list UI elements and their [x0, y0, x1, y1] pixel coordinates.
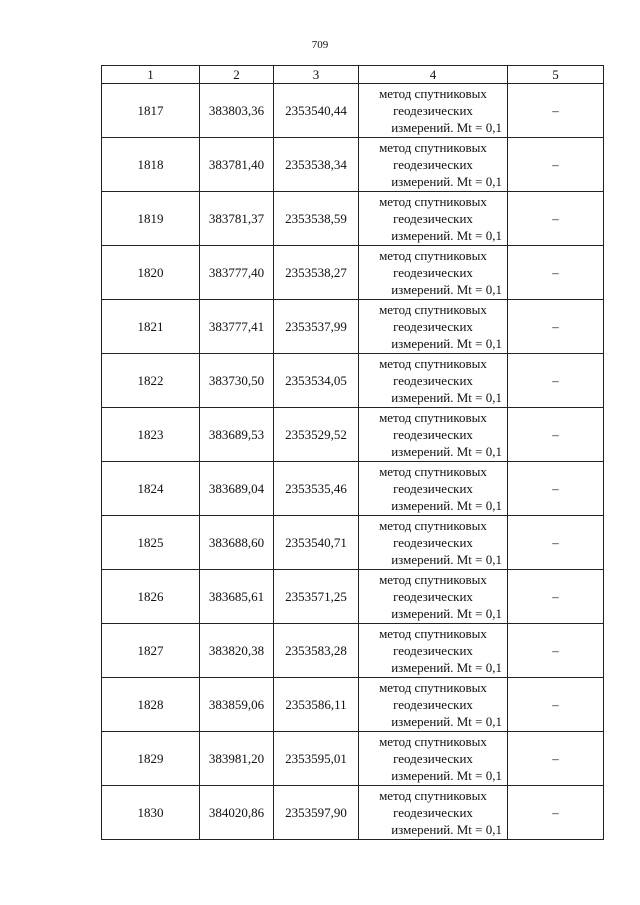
- x-coordinate-cell: 383689,04: [200, 462, 274, 516]
- table-body: [102, 84, 604, 840]
- method-line: метод спутниковых: [379, 734, 487, 749]
- y-coordinate-cell: 2353538,59: [274, 192, 359, 246]
- header-col-4: 4: [359, 66, 508, 84]
- method-line: измерений. Mt = 0,1: [391, 552, 502, 567]
- point-number-cell: 1828: [102, 678, 200, 732]
- table-row: [102, 516, 604, 570]
- method-line: метод спутниковых: [379, 302, 487, 317]
- x-coordinate-cell: 383803,36: [200, 84, 274, 138]
- x-coordinate-cell: 383820,38: [200, 624, 274, 678]
- coordinates-table: [101, 65, 604, 840]
- method-line: метод спутниковых: [379, 86, 487, 101]
- y-coordinate-cell: 2353540,44: [274, 84, 359, 138]
- method-cell: [359, 354, 508, 408]
- method-line: геодезических: [393, 157, 473, 172]
- method-line: измерений. Mt = 0,1: [391, 660, 502, 675]
- method-cell: [359, 516, 508, 570]
- method-line: геодезических: [393, 103, 473, 118]
- x-coordinate-cell: 383781,37: [200, 192, 274, 246]
- method-line: геодезических: [393, 265, 473, 280]
- method-line: геодезических: [393, 535, 473, 550]
- method-cell: [359, 678, 508, 732]
- method-cell: [359, 192, 508, 246]
- table-row: [102, 786, 604, 840]
- method-line: геодезических: [393, 373, 473, 388]
- method-line: метод спутниковых: [379, 680, 487, 695]
- method-cell: [359, 84, 508, 138]
- note-cell: –: [508, 678, 604, 732]
- note-cell: –: [508, 570, 604, 624]
- method-cell: [359, 732, 508, 786]
- method-line: метод спутниковых: [379, 572, 487, 587]
- y-coordinate-cell: 2353535,46: [274, 462, 359, 516]
- point-number-cell: 1819: [102, 192, 200, 246]
- method-line: измерений. Mt = 0,1: [391, 444, 502, 459]
- method-line: геодезических: [393, 211, 473, 226]
- note-cell: –: [508, 624, 604, 678]
- header-col-3: 3: [274, 66, 359, 84]
- x-coordinate-cell: 383730,50: [200, 354, 274, 408]
- method-line: измерений. Mt = 0,1: [391, 822, 502, 837]
- note-cell: –: [508, 732, 604, 786]
- y-coordinate-cell: 2353586,11: [274, 678, 359, 732]
- x-coordinate-cell: 383688,60: [200, 516, 274, 570]
- method-cell: [359, 786, 508, 840]
- note-cell: –: [508, 300, 604, 354]
- point-number-cell: 1825: [102, 516, 200, 570]
- table-row: [102, 300, 604, 354]
- point-number-cell: 1822: [102, 354, 200, 408]
- method-cell: [359, 570, 508, 624]
- note-cell: –: [508, 462, 604, 516]
- table-row: [102, 462, 604, 516]
- note-cell: –: [508, 516, 604, 570]
- method-line: геодезических: [393, 481, 473, 496]
- point-number-cell: 1818: [102, 138, 200, 192]
- x-coordinate-cell: 384020,86: [200, 786, 274, 840]
- method-line: метод спутниковых: [379, 464, 487, 479]
- note-cell: –: [508, 138, 604, 192]
- y-coordinate-cell: 2353538,34: [274, 138, 359, 192]
- method-line: метод спутниковых: [379, 356, 487, 371]
- note-cell: –: [508, 246, 604, 300]
- method-line: измерений. Mt = 0,1: [391, 768, 502, 783]
- method-cell: [359, 138, 508, 192]
- x-coordinate-cell: 383981,20: [200, 732, 274, 786]
- y-coordinate-cell: 2353529,52: [274, 408, 359, 462]
- x-coordinate-cell: 383777,40: [200, 246, 274, 300]
- method-line: геодезических: [393, 427, 473, 442]
- method-line: метод спутниковых: [379, 194, 487, 209]
- method-line: измерений. Mt = 0,1: [391, 282, 502, 297]
- point-number-cell: 1820: [102, 246, 200, 300]
- y-coordinate-cell: 2353537,99: [274, 300, 359, 354]
- method-line: метод спутниковых: [379, 626, 487, 641]
- y-coordinate-cell: 2353571,25: [274, 570, 359, 624]
- method-line: метод спутниковых: [379, 140, 487, 155]
- note-cell: –: [508, 408, 604, 462]
- table-row: [102, 354, 604, 408]
- method-line: геодезических: [393, 589, 473, 604]
- method-line: измерений. Mt = 0,1: [391, 606, 502, 621]
- method-line: измерений. Mt = 0,1: [391, 390, 502, 405]
- method-cell: [359, 408, 508, 462]
- page-number: 709: [311, 39, 329, 51]
- table-row: [102, 246, 604, 300]
- table-row: [102, 570, 604, 624]
- method-cell: [359, 624, 508, 678]
- x-coordinate-cell: 383781,40: [200, 138, 274, 192]
- method-line: измерений. Mt = 0,1: [391, 498, 502, 513]
- point-number-cell: 1821: [102, 300, 200, 354]
- point-number-cell: 1824: [102, 462, 200, 516]
- method-line: геодезических: [393, 805, 473, 820]
- method-line: геодезических: [393, 751, 473, 766]
- method-cell: [359, 300, 508, 354]
- table-row: [102, 138, 604, 192]
- x-coordinate-cell: 383689,53: [200, 408, 274, 462]
- point-number-cell: 1827: [102, 624, 200, 678]
- point-number-cell: 1817: [102, 84, 200, 138]
- table-row: [102, 624, 604, 678]
- y-coordinate-cell: 2353595,01: [274, 732, 359, 786]
- header-row: [102, 66, 604, 84]
- method-line: измерений. Mt = 0,1: [391, 336, 502, 351]
- point-number-cell: 1829: [102, 732, 200, 786]
- note-cell: –: [508, 84, 604, 138]
- x-coordinate-cell: 383859,06: [200, 678, 274, 732]
- table-row: [102, 678, 604, 732]
- point-number-cell: 1826: [102, 570, 200, 624]
- header-col-2: 2: [200, 66, 274, 84]
- table-header: [102, 66, 604, 84]
- method-line: измерений. Mt = 0,1: [391, 174, 502, 189]
- note-cell: –: [508, 192, 604, 246]
- method-cell: [359, 462, 508, 516]
- y-coordinate-cell: 2353534,05: [274, 354, 359, 408]
- method-line: геодезических: [393, 697, 473, 712]
- x-coordinate-cell: 383777,41: [200, 300, 274, 354]
- point-number-cell: 1830: [102, 786, 200, 840]
- table-row: [102, 84, 604, 138]
- y-coordinate-cell: 2353583,28: [274, 624, 359, 678]
- y-coordinate-cell: 2353538,27: [274, 246, 359, 300]
- header-col-5: 5: [508, 66, 604, 84]
- table-row: [102, 408, 604, 462]
- method-line: метод спутниковых: [379, 788, 487, 803]
- point-number-cell: 1823: [102, 408, 200, 462]
- method-line: метод спутниковых: [379, 518, 487, 533]
- method-line: геодезических: [393, 319, 473, 334]
- table-row: [102, 732, 604, 786]
- method-line: измерений. Mt = 0,1: [391, 120, 502, 135]
- note-cell: –: [508, 354, 604, 408]
- note-cell: –: [508, 786, 604, 840]
- method-line: измерений. Mt = 0,1: [391, 714, 502, 729]
- method-line: метод спутниковых: [379, 410, 487, 425]
- method-line: геодезических: [393, 643, 473, 658]
- x-coordinate-cell: 383685,61: [200, 570, 274, 624]
- y-coordinate-cell: 2353597,90: [274, 786, 359, 840]
- method-line: измерений. Mt = 0,1: [391, 228, 502, 243]
- method-cell: [359, 246, 508, 300]
- method-line: метод спутниковых: [379, 248, 487, 263]
- header-col-1: 1: [102, 66, 200, 84]
- table-row: [102, 192, 604, 246]
- y-coordinate-cell: 2353540,71: [274, 516, 359, 570]
